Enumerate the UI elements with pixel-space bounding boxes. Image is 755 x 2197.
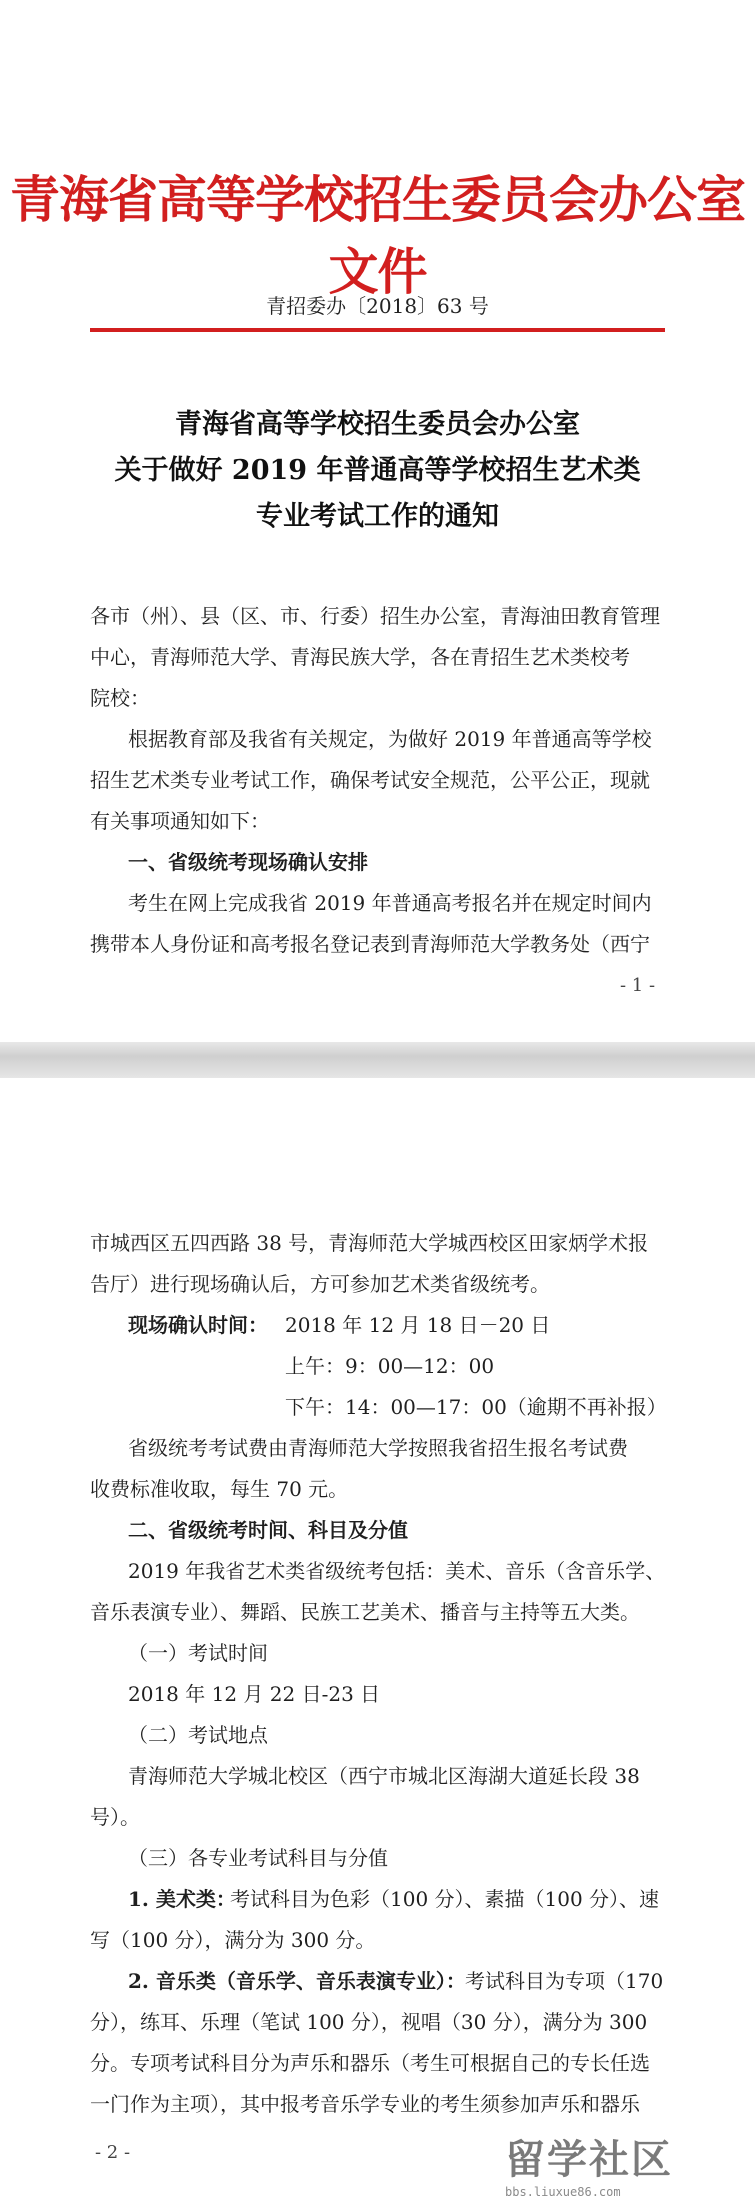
body-line: 招生艺术类专业考试工作，确保考试安全规范，公平公正，现就 (90, 768, 650, 792)
confirmation-date: 2018 年 12 月 18 日－20 日 (285, 1313, 551, 1337)
afternoon-session: 下午：14：00—17：00（逾期不再补报） (285, 1395, 667, 1419)
body-line: 分），练耳、乐理（笔试 100 分），视唱（30 分），满分为 300 (90, 2010, 648, 2034)
watermark-logo-text: 留学社区 (505, 2137, 673, 2183)
page-number: - 1 - (620, 975, 656, 996)
page-number: - 2 - (95, 2142, 131, 2163)
body-line: 中心，青海师范大学、青海民族大学，各在青招生艺术类校考 (90, 645, 630, 669)
body-line: 院校： (90, 686, 150, 710)
body-line: 一门作为主项），其中报考音乐学专业的考生须参加声乐和器乐 (90, 2092, 640, 2116)
site-watermark (505, 2128, 745, 2197)
notice-title-line-2: 关于做好 2019 年普通高等学校招生艺术类 (114, 455, 641, 486)
body-line: 市城西区五四西路 38 号，青海师范大学城西校区田家炳学术报 (90, 1231, 649, 1255)
body-line: 考生在网上完成我省 2019 年普通高考报名并在规定时间内 (128, 891, 652, 915)
body-line: 省级统考考试费由青海师范大学按照我省招生报名考试费 (128, 1436, 628, 1460)
body-line: 写（100 分），满分为 300 分。 (90, 1928, 376, 1952)
red-divider-rule (90, 328, 665, 332)
body-line: 收费标准收取，每生 70 元。 (90, 1477, 349, 1501)
body-line: 考试科目为色彩（100 分）、素描（100 分）、速 (230, 1887, 660, 1911)
body-line: 分。专项考试科目分为声乐和器乐（考生可根据自己的专长任选 (90, 2051, 650, 2075)
body-line: 根据教育部及我省有关规定，为做好 2019 年普通高等学校 (128, 727, 652, 751)
exam-date: 2018 年 12 月 22 日-23 日 (128, 1682, 381, 1706)
body-line: 2019 年我省艺术类省级统考包括：美术、音乐（含音乐学、 (128, 1559, 666, 1583)
notice-title-line-1: 青海省高等学校招生委员会办公室 (175, 409, 580, 440)
body-line: 考试科目为专项（170 (465, 1969, 664, 1993)
body-line: 有关事项通知如下： (90, 809, 270, 833)
confirmation-time-label: 现场确认时间： (128, 1313, 268, 1337)
body-line: 音乐表演专业）、舞蹈、民族工艺美术、播音与主持等五大类。 (90, 1600, 640, 1624)
watermark-url: bbs.liuxue86.com (505, 2185, 621, 2197)
notice-title-line-3: 专业考试工作的通知 (256, 501, 499, 532)
document-page-1 (0, 0, 755, 1042)
music-category-label: 2. 音乐类（音乐学、音乐表演专业）： (128, 1969, 466, 1993)
subheading-exam-time: （一）考试时间 (128, 1641, 268, 1665)
subheading-subjects: （三）各专业考试科目与分值 (128, 1846, 388, 1870)
body-line: 各市（州）、县（区、市、行委）招生办公室，青海油田教育管理 (90, 604, 660, 628)
body-line: 号）。 (90, 1805, 140, 1829)
art-category-label: 1. 美术类： (128, 1887, 236, 1911)
section-heading-2: 二、省级统考时间、科目及分值 (128, 1518, 408, 1542)
red-letterhead: 青海省高等学校招生委员会办公室文件 (10, 170, 745, 301)
subheading-exam-location: （二）考试地点 (128, 1723, 268, 1747)
morning-session: 上午：9：00—12：00 (285, 1354, 495, 1378)
body-line: 携带本人身份证和高考报名登记表到青海师范大学教务处（西宁 (90, 932, 650, 956)
section-heading-1: 一、省级统考现场确认安排 (128, 850, 368, 874)
page-separator (0, 1042, 755, 1078)
body-line: 青海师范大学城北校区（西宁市城北区海湖大道延长段 38 (128, 1764, 640, 1788)
body-line: 告厅）进行现场确认后，方可参加艺术类省级统考。 (90, 1272, 550, 1296)
document-number: 青招委办〔2018〕63 号 (266, 294, 489, 318)
